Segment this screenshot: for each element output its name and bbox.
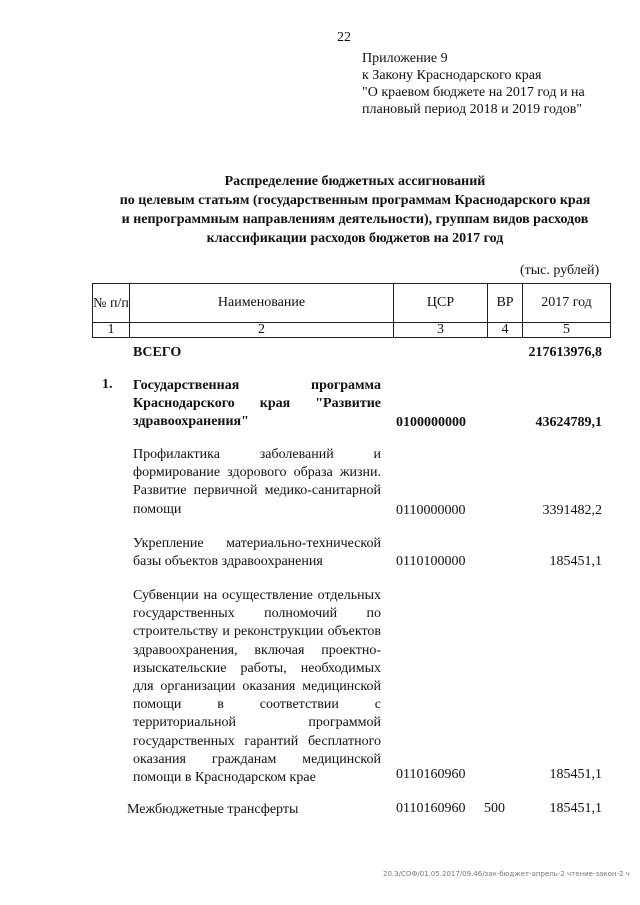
- row-csr: 0110160960: [396, 767, 466, 782]
- row-csr: 0100000000: [396, 415, 466, 430]
- total-value: 217613976,8: [528, 345, 602, 360]
- header-index: 4: [488, 323, 523, 338]
- title-line: по целевым статьям (государственным программам Краснодарского края: [119, 193, 591, 208]
- row-amount: 43624789,1: [535, 415, 602, 430]
- header-num: № п/п: [93, 284, 130, 323]
- row-amount: 185451,1: [549, 554, 602, 569]
- row-name: Укрепление материально-технической базы объектов здравоохранения: [133, 536, 381, 570]
- footer-filepath: 20.3/СОФ/01.05.2017/09.46/зак-бюджет-апрель-2 чтение-закон-2 ч: [383, 870, 630, 878]
- title-line: классификации расходов бюджетов на 2017 год: [206, 231, 504, 246]
- table-header: [92, 283, 611, 338]
- row-name: Межбюджетные трансферты: [127, 802, 299, 817]
- header-vr: ВР: [488, 284, 523, 323]
- total-label: ВСЕГО: [133, 345, 182, 360]
- appendix-line: к Закону Краснодарского края: [362, 68, 542, 83]
- header-index: 2: [130, 323, 394, 338]
- header-name: Наименование: [130, 284, 394, 323]
- header-index: 3: [394, 323, 488, 338]
- row-name: Субвенции на осуществление отдельных государственных полномочий по строительству и реконструкции объектов здравоохранения, включая проектно-изыскательские работы, необходимых для организации оказания медицинской помощи в соответствии с территориальной программой государственных гарантий бесплатного оказания гражданам медицинской помощи в Краснодарском крае: [133, 588, 381, 786]
- appendix-line: Приложение 9: [362, 51, 448, 66]
- header-year: 2017 год: [523, 284, 611, 323]
- row-vr: 500: [484, 801, 505, 816]
- row-amount: 185451,1: [549, 801, 602, 816]
- appendix-line: плановый период 2018 и 2019 годов": [362, 102, 583, 117]
- row-number: 1.: [102, 377, 113, 392]
- row-amount: 3391482,2: [542, 503, 602, 518]
- header-index: 1: [93, 323, 130, 338]
- appendix-block: [362, 50, 585, 118]
- row-amount: 185451,1: [549, 767, 602, 782]
- units-label: (тыс. рублей): [520, 263, 600, 278]
- row-csr: 0110100000: [396, 554, 466, 569]
- appendix-line: "О краевом бюджете на 2017 год и на: [362, 85, 585, 100]
- document-title: [60, 172, 640, 248]
- title-line: и непрограммным направлениям деятельности), группам видов расходов: [121, 212, 589, 227]
- title-line: Распределение бюджетных ассигнований: [224, 174, 486, 189]
- header-csr: ЦСР: [394, 284, 488, 323]
- page-number: 22: [337, 30, 351, 45]
- row-csr: 0110000000: [396, 503, 466, 518]
- row-name: Профилактика заболеваний и формирование здорового образа жизни. Развитие первичной медико-санитарной помощи: [133, 447, 381, 517]
- row-csr: 0110160960: [396, 801, 466, 816]
- header-index: 5: [523, 323, 611, 338]
- row-name: Государственная программа Краснодарского края "Развитие здравоохранения": [133, 378, 381, 430]
